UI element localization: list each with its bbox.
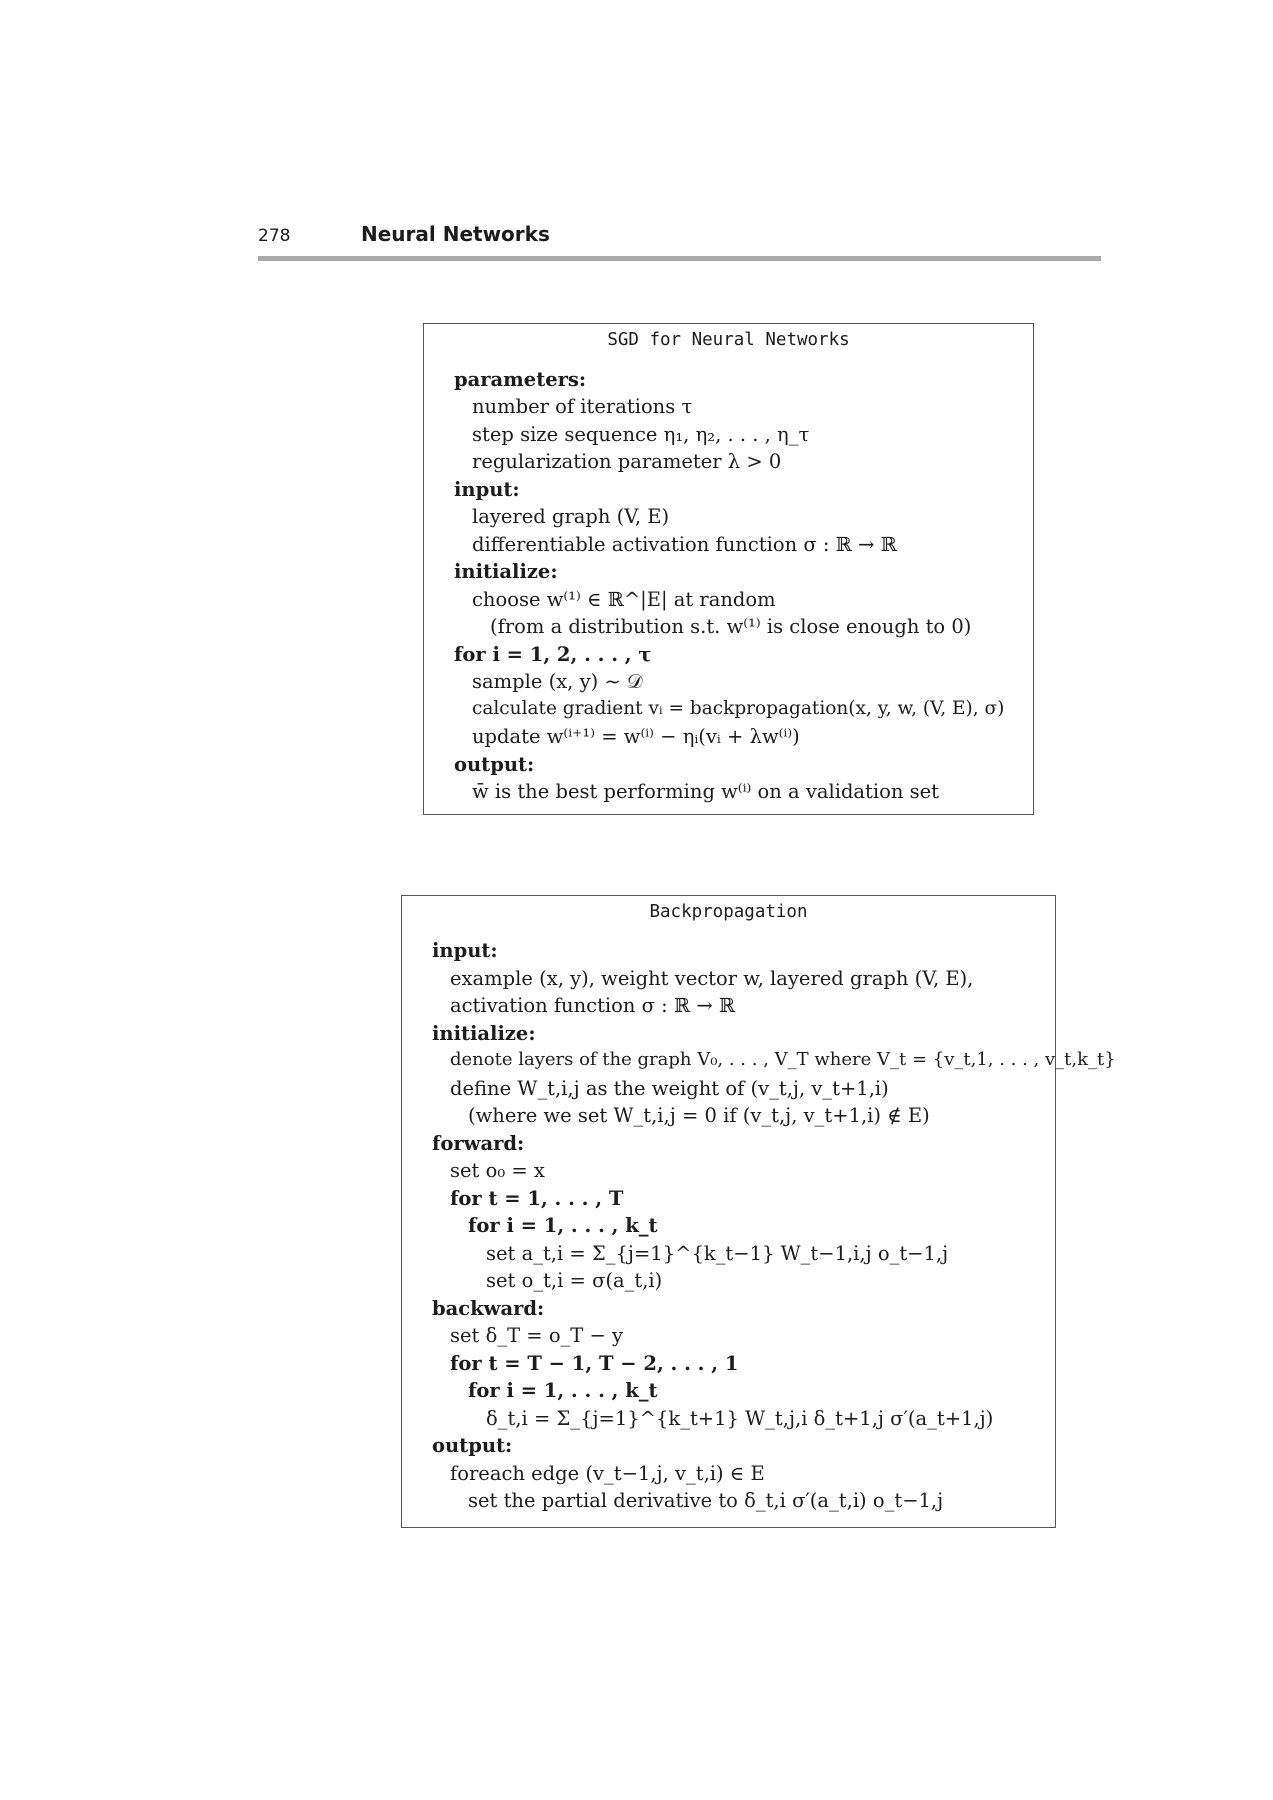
bp-backward-inner-loop: for i = 1, . . . , k_t <box>468 1379 658 1402</box>
bp-line-example: example (x, y), weight vector w, layered graph (V, E), <box>450 967 974 990</box>
sgd-algorithm-title: SGD for Neural Networks <box>607 330 850 350</box>
sgd-line-update: update w⁽ⁱ⁺¹⁾ = w⁽ⁱ⁾ − ηᵢ(vᵢ + λw⁽ⁱ⁾) <box>472 725 800 748</box>
bp-line-set-delta-T: set δ_T = o_T − y <box>450 1324 624 1347</box>
bp-line-partial-derivative: set the partial derivative to δ_t,i σ′(a_t,i) o_t−1,j <box>468 1489 944 1512</box>
header-rule <box>258 256 1101 261</box>
bp-backward-outer-loop: for t = T − 1, T − 2, . . . , 1 <box>450 1352 739 1375</box>
bp-line-activation: activation function σ : ℝ → ℝ <box>450 994 736 1017</box>
backpropagation-algorithm-title: Backpropagation <box>649 902 808 922</box>
sgd-parameters-heading: parameters: <box>454 368 587 391</box>
bp-line-foreach: foreach edge (v_t−1,j, v_t,i) ∈ E <box>450 1462 765 1485</box>
sgd-line-choose: choose w⁽¹⁾ ∈ ℝ^|E| at random <box>472 588 776 611</box>
bp-backward-heading: backward: <box>432 1297 545 1320</box>
sgd-input-heading: input: <box>454 478 520 501</box>
sgd-line-distribution: (from a distribution s.t. w⁽¹⁾ is close enough to 0) <box>490 615 972 638</box>
bp-line-define-weight: define W_t,i,j as the weight of (v_t,j, v_t+1,i) <box>450 1077 889 1100</box>
bp-line-weight-zero: (where we set W_t,i,j = 0 if (v_t,j, v_t+1,i) ∉ E) <box>468 1104 930 1127</box>
sgd-line-output: w̄ is the best performing w⁽ⁱ⁾ on a validation set <box>472 780 940 803</box>
sgd-line-graph: layered graph (V, E) <box>472 505 670 528</box>
bp-line-set-o: set o_t,i = σ(a_t,i) <box>486 1269 663 1292</box>
bp-forward-heading: forward: <box>432 1132 525 1155</box>
bp-line-set-o0: set o₀ = x <box>450 1159 545 1182</box>
sgd-output-heading: output: <box>454 753 535 776</box>
bp-line-delta: δ_t,i = Σ_{j=1}^{k_t+1} W_t,j,i δ_t+1,j σ′(a_t+1,j) <box>486 1407 994 1430</box>
bp-output-heading: output: <box>432 1434 513 1457</box>
backpropagation-algorithm-box <box>401 895 1116 1528</box>
bp-line-layers: denote layers of the graph V₀, . . . , V_T where V_t = {v_t,1, . . . , v_t,k_t} <box>450 1049 1116 1070</box>
sgd-line-gradient: calculate gradient vᵢ = backpropagation(x, y, w, (V, E), σ) <box>472 698 1005 719</box>
sgd-line-activation: differentiable activation function σ : ℝ → ℝ <box>472 533 897 556</box>
bp-forward-outer-loop: for t = 1, . . . , T <box>450 1187 624 1210</box>
bp-line-set-a: set a_t,i = Σ_{j=1}^{k_t−1} W_t−1,i,j o_t−1,j <box>486 1242 949 1265</box>
bp-initialize-heading: initialize: <box>432 1022 536 1045</box>
sgd-initialize-heading: initialize: <box>454 560 558 583</box>
bp-input-heading: input: <box>432 939 498 962</box>
chapter-title: Neural Networks <box>361 222 550 246</box>
bp-forward-inner-loop: for i = 1, . . . , k_t <box>468 1214 658 1237</box>
sgd-algorithm-box <box>423 323 1034 815</box>
sgd-for-loop: for i = 1, 2, . . . , τ <box>454 643 652 666</box>
sgd-line-step-size: step size sequence η₁, η₂, . . . , η_τ <box>472 423 810 446</box>
page-number: 278 <box>258 226 291 246</box>
sgd-line-regularization: regularization parameter λ > 0 <box>472 450 782 473</box>
sgd-line-sample: sample (x, y) ∼ 𝒟 <box>472 670 643 693</box>
sgd-line-iterations: number of iterations τ <box>472 395 693 418</box>
